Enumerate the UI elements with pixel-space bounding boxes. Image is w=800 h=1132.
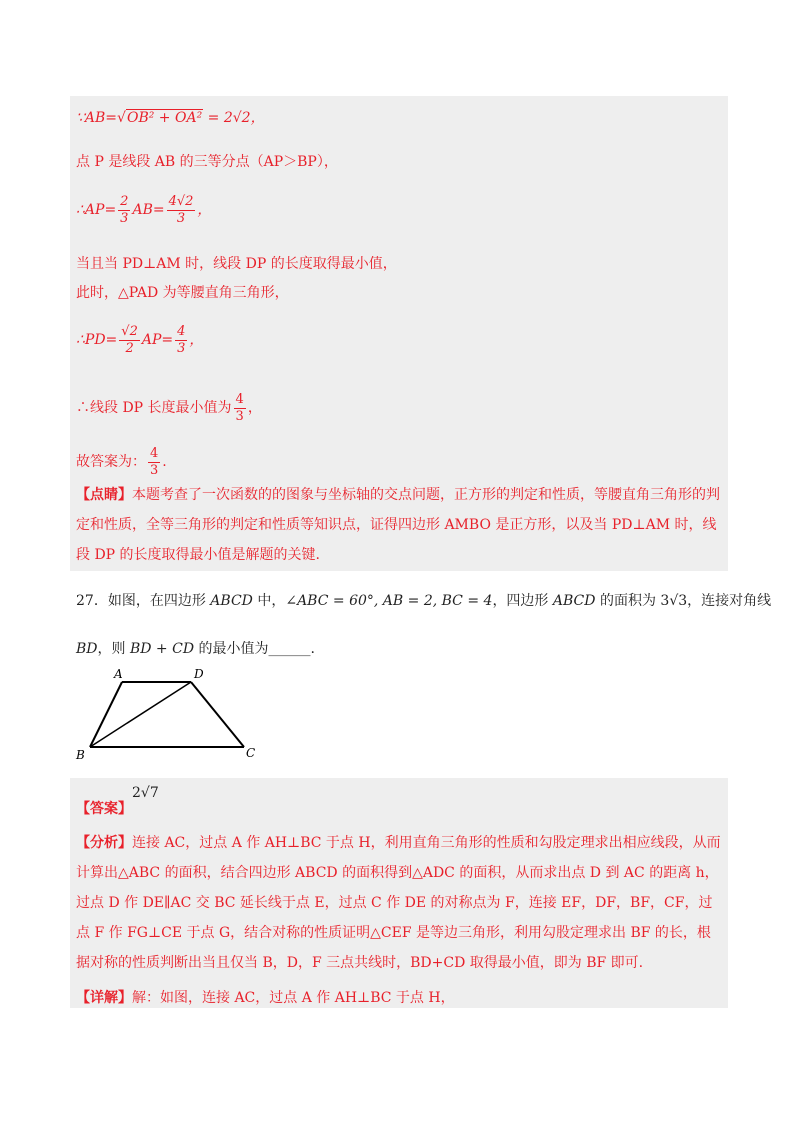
label-b: B — [76, 748, 85, 762]
dianjing-label: 【点睛】 — [76, 487, 132, 503]
label-d: D — [194, 667, 204, 681]
xiangjie-paragraph: 【详解】解：如图，连接 AC，过点 A 作 AH⊥BC 于点 H， — [76, 990, 455, 1006]
solution-panel-top — [70, 96, 728, 571]
line-minimum-value: ∴线段 DP 长度最小值为 $\frac{4}{3}$ ， — [76, 391, 262, 424]
label-c: C — [246, 746, 256, 760]
question-area: 3√3 — [660, 593, 688, 609]
fraction: $\frac{4}{3}$ — [150, 445, 159, 478]
line-answer: 故答案为： $\frac{4}{3}$ . — [76, 445, 167, 478]
label-a: A — [114, 667, 123, 681]
question-number: 27． — [76, 593, 108, 609]
fraction: $\frac{2}{3}$ — [120, 193, 129, 226]
line-pd-value: ∴PD= $\frac{√2}{2}$ AP= $\frac{4}{3}$ ， — [76, 323, 204, 356]
fraction: $\frac{√2}{2}$ — [121, 323, 138, 356]
fenxi-label: 【分析】 — [76, 835, 132, 851]
question-27-line2: BD，则 BD + CD 的最小值为______. — [76, 641, 315, 657]
line-isosceles-right: 此时，△PAD 为等腰直角三角形， — [76, 285, 289, 301]
dianjing-paragraph: 【点睛】本题考查了一次函数的的图象与坐标轴的交点问题，正方形的判定和性质，等腰直角三角形的判定和性质，全等三角形的判定和性质等知识点，证得四边形 AMBO 是正方形，以及当 PD⊥AM 时，线段 DP 的长度取得最小值是解题的关键. — [76, 487, 720, 563]
question-27-line1: 27．如图，在四边形 ABCD 中，∠ABC = 60°, AB = 2, BC = 4，四边形 ABCD 的面积为 3√3，连接对角线 — [76, 593, 772, 609]
fenxi-paragraph: 【分析】连接 AC，过点 A 作 AH⊥BC 于点 H，利用直角三角形的性质和勾股定理求出相应线段，从而计算出△ABC 的面积，结合四边形 ABCD 的面积得到△ADC 的面积，从而求出点 D 到 AC 的距离 h，过点 D 作 DE∥AC 交 BC 延长线于点 E，过点 C 作 DE 的对称点为 F，连接 EF，DF，BF，CF，过点 F 作 FG⊥CE 于点 G，结合对称的性质证明△CEF 是等边三角形，利用勾股定理求出 BF 的长，根据对称的性质判断出当且仅当 B，D，F 三点共线时，BD+CD 取得最小值，即为 BF 即可. — [76, 835, 721, 971]
edge-cd — [191, 682, 244, 747]
solution-panel-bottom — [70, 778, 728, 1008]
line-ap-value: ∴AP= $\frac{2}{3}$ AB= $\frac{4√2}{3}$ ， — [76, 193, 212, 226]
line-perpendicular-condition: 当且当 PD⊥AM 时，线段 DP 的长度取得最小值， — [76, 256, 397, 272]
answer-value: 2√7 — [132, 785, 159, 801]
question-condition: ∠ABC = 60°, AB = 2, BC = 4 — [285, 593, 493, 609]
answer-line — [76, 785, 159, 817]
line-trisection: 点 P 是线段 AB 的三等分点（AP＞BP）， — [76, 154, 338, 170]
fraction: $\frac{4}{3}$ — [177, 323, 186, 356]
fraction: $\frac{4}{3}$ — [235, 391, 244, 424]
answer-label: 【答案】 — [76, 801, 132, 817]
sqrt-expression: √OB² + OA² — [117, 110, 203, 126]
quadrilateral-figure — [70, 665, 270, 775]
xiangjie-label: 【详解】 — [76, 990, 132, 1006]
fraction: $\frac{4√2}{3}$ — [168, 193, 194, 226]
line-ab-length: ∵AB=√OB² + OA² = 2√2， — [76, 110, 265, 126]
